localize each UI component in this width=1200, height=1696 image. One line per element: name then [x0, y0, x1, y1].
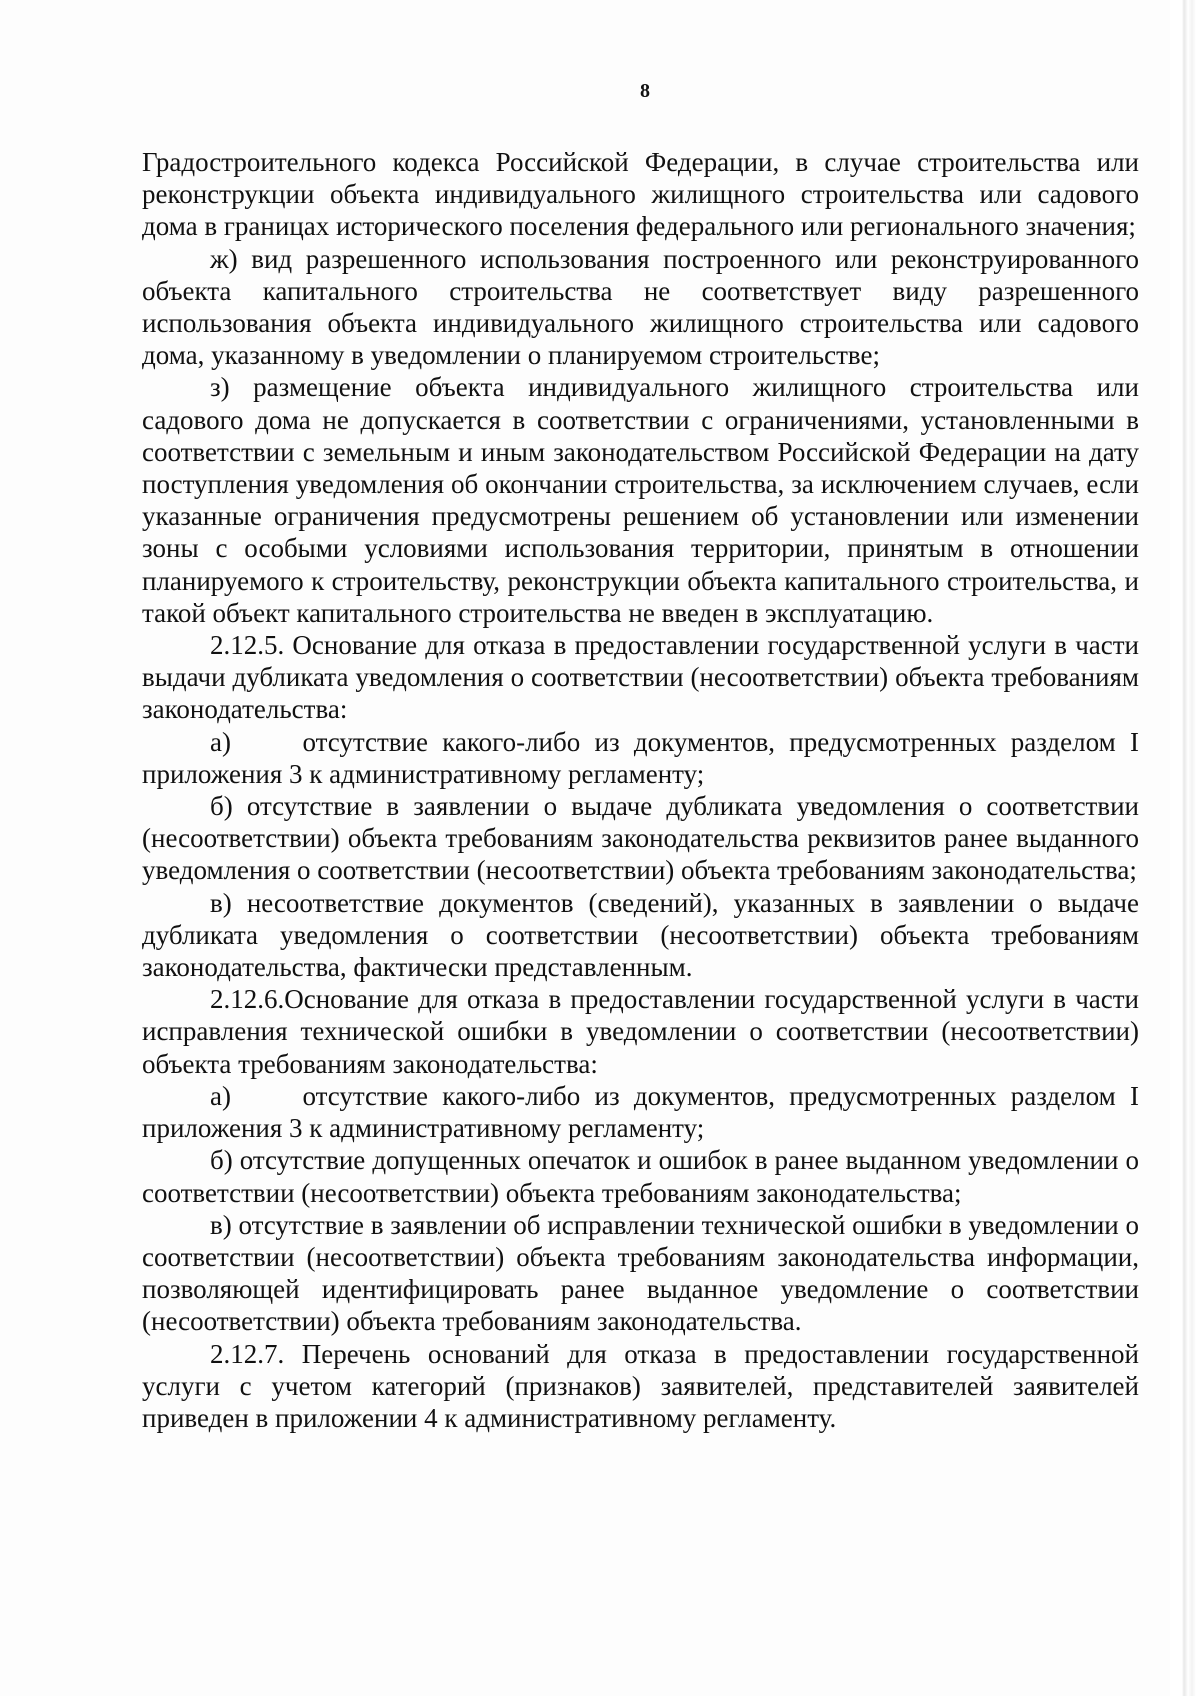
page-number: 8 [640, 80, 650, 102]
page-edge-shadow [1170, 0, 1200, 1696]
paragraph-item-zh: ж) вид разрешенного использования построенного или реконструированного объекта капитального строительства не соответствует виду разрешенного использования объекта индивидуального жилищного строительства или садового дома, указанному в уведомлении о планируемом строительстве; [142, 243, 1139, 371]
paragraph-2-12-5-item-a: а) отсутствие какого-либо из документов, предусмотренных разделом I приложения 3 к административному регламенту; [142, 726, 1139, 789]
document-body [142, 146, 1139, 1434]
paragraph-item-z: з) размещение объекта индивидуального жилищного строительства или садового дома не допускается в соответствии с ограничениями, установленными в соответствии с земельным и иным законодательством Российской Федерации на дату поступления уведомления об окончании строительства, за исключением случаев, если указанные ограничения предусмотрены решением об установлении или изменении зоны с особыми условиями использования территории, принятым в отношении планируемого к строительству, реконструкции объекта капитального строительства, и такой объект капитального строительства не введен в эксплуатацию. [142, 372, 1139, 628]
paragraph-2-12-5: 2.12.5. Основание для отказа в предоставлении государственной услуги в части выдачи дубликата уведомления о соответствии (несоответствии) объекта требованиям законодательства: [142, 630, 1139, 725]
paragraph-2-12-6: 2.12.6.Основание для отказа в предоставлении государственной услуги в части исправления технической ошибки в уведомлении о соответствии (несоответствии) объекта требованиям законодательства: [142, 984, 1139, 1079]
paragraph-2-12-5-item-v: в) несоответствие документов (сведений), указанных в заявлении о выдаче дубликата уведомления о соответствии (несоответствии) объекта требованиям законодательства, фактически представленным. [142, 887, 1139, 983]
paragraph-2-12-7: 2.12.7. Перечень оснований для отказа в предоставлении государственной услуги с учетом категорий (признаков) заявителей, представителей заявителей приведен в приложении 4 к административному регламенту. [142, 1338, 1139, 1433]
paragraph-2-12-6-item-b: б) отсутствие допущенных опечаток и ошибок в ранее выданном уведомлении о соответствии (несоответствии) объекта требованиям законодательства; [142, 1145, 1139, 1208]
paragraph-2-12-6-item-a: а) отсутствие какого-либо из документов, предусмотренных разделом I приложения 3 к административному регламенту; [142, 1080, 1139, 1144]
paragraph-2-12-6-item-v: в) отсутствие в заявлении об исправлении технической ошибки в уведомлении о соответствии (несоответствии) объекта требованиям законодательства информации, позволяющей идентифицировать ранее выданное уведомление о соответствии (несоответствии) объекта требованиям законодательства. [142, 1209, 1139, 1337]
paragraph-2-12-5-item-b: б) отсутствие в заявлении о выдаче дубликата уведомления о соответствии (несоответствии) объекта требованиям законодательства реквизитов ранее выданного уведомления о соответствии (несоответствии) объекта требованиям законодательства; [142, 791, 1139, 886]
paragraph-continuation: Градостроительного кодекса Российской Федерации, в случае строительства или реконструкции объекта индивидуального жилищного строительства или садового дома в границах исторического поселения федерального или регионального значения; [142, 147, 1139, 242]
